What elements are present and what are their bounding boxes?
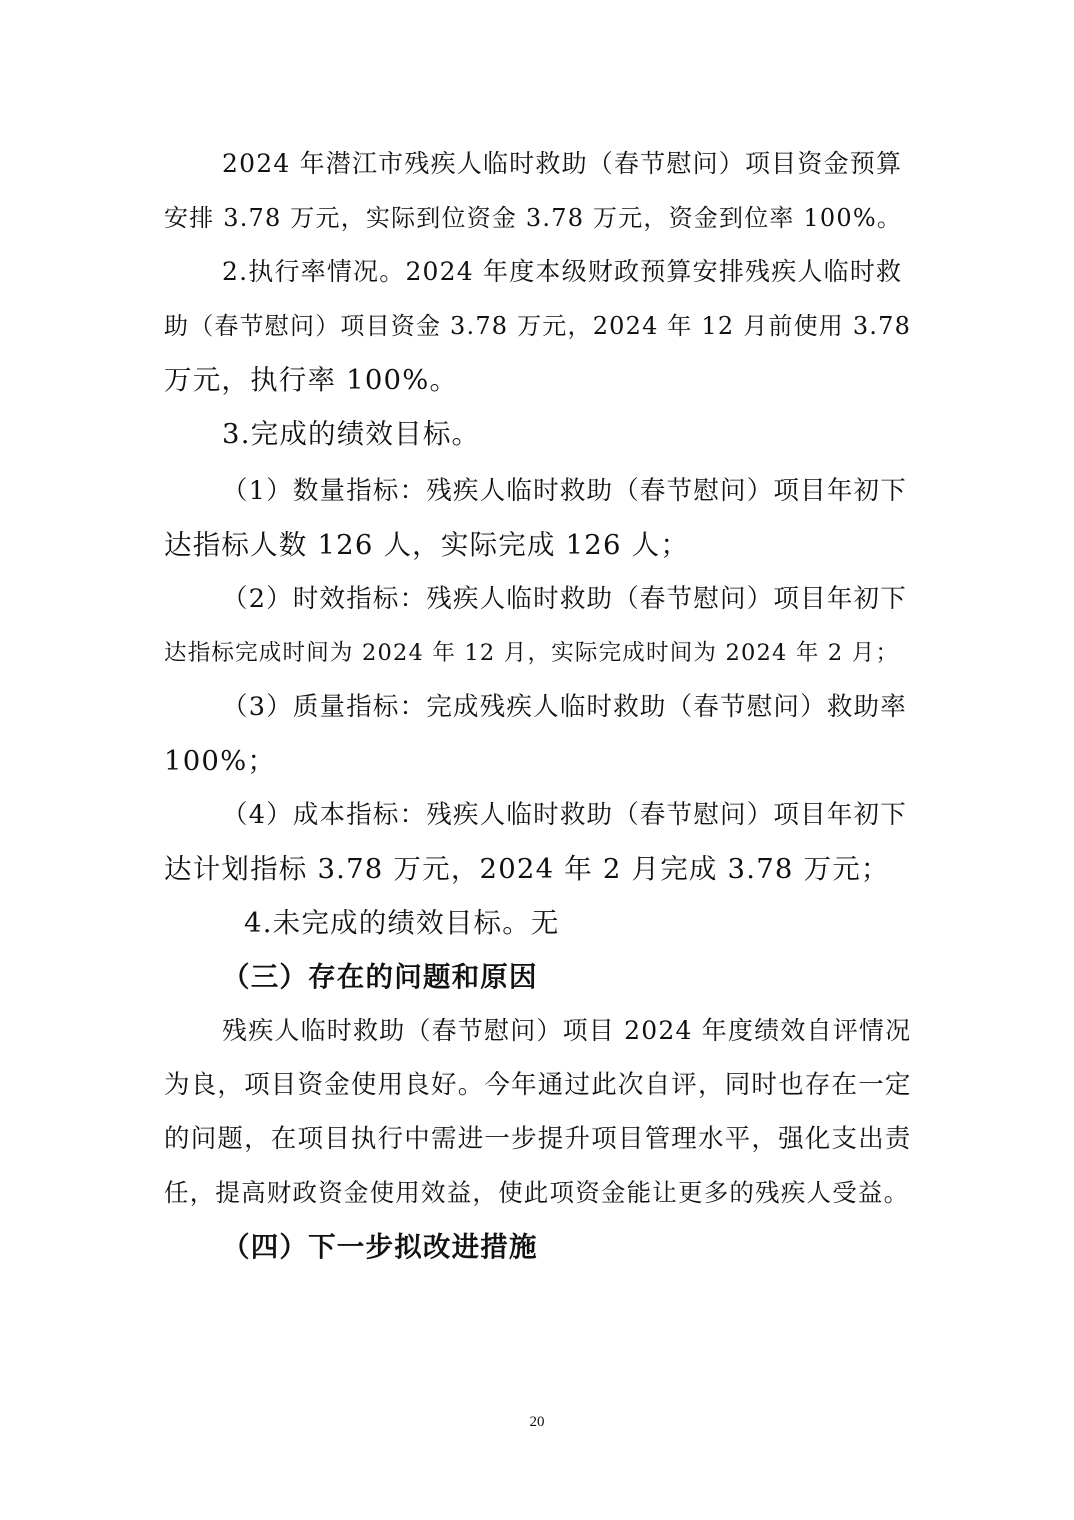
text-line-15: 4.未完成的绩效目标。无 — [244, 907, 560, 939]
text-line-10: 达指标完成时间为 2024 年 12 月，实际完成时间为 2024 年 2 月； — [164, 640, 900, 666]
text-line-20: 任，提高财政资金使用效益，使此项资金能让更多的残疾人受益。 — [164, 1178, 910, 1207]
text-line-14: 达计划指标 3.78 万元，2024 年 2 月完成 3.78 万元； — [164, 853, 890, 885]
text-line-18: 为良，项目资金使用良好。今年通过此次自评，同时也存在一定 — [164, 1070, 912, 1100]
page-number: 20 — [529, 1414, 545, 1430]
text-line-8: 达指标人数 126 人，实际完成 126 人； — [164, 529, 690, 561]
text-line-7: （1）数量指标：残疾人临时救助（春节慰问）项目年初下 — [222, 476, 907, 506]
text-line-9: （2）时效指标：残疾人临时救助（春节慰问）项目年初下 — [222, 584, 907, 614]
text-line-13: （4）成本指标：残疾人临时救助（春节慰问）项目年初下 — [222, 800, 907, 830]
text-line-3: 2.执行率情况。2024 年度本级财政预算安排残疾人临时救 — [222, 257, 903, 286]
text-line-11: （3）质量指标：完成残疾人临时救助（春节慰问）救助率 — [222, 692, 907, 722]
text-line-12: 100%； — [164, 745, 277, 777]
text-line-4: 助（春节慰问）项目资金 3.78 万元，2024 年 12 月前使用 3.78 — [164, 312, 912, 340]
text-line-6: 3.完成的绩效目标。 — [222, 418, 481, 450]
text-line-2: 安排 3.78 万元，实际到位资金 3.78 万元，资金到位率 100%。 — [164, 204, 903, 232]
section-heading-problems: （三）存在的问题和原因 — [222, 961, 538, 993]
text-line-5: 万元，执行率 100%。 — [164, 364, 459, 396]
text-line-1: 2024 年潜江市残疾人临时救助（春节慰问）项目资金预算 — [222, 149, 903, 178]
text-line-19: 的问题，在项目执行中需进一步提升项目管理水平，强化支出责 — [164, 1124, 912, 1154]
section-heading-improvements: （四）下一步拟改进措施 — [222, 1231, 538, 1263]
text-line-17: 残疾人临时救助（春节慰问）项目 2024 年度绩效自评情况 — [222, 1016, 912, 1045]
